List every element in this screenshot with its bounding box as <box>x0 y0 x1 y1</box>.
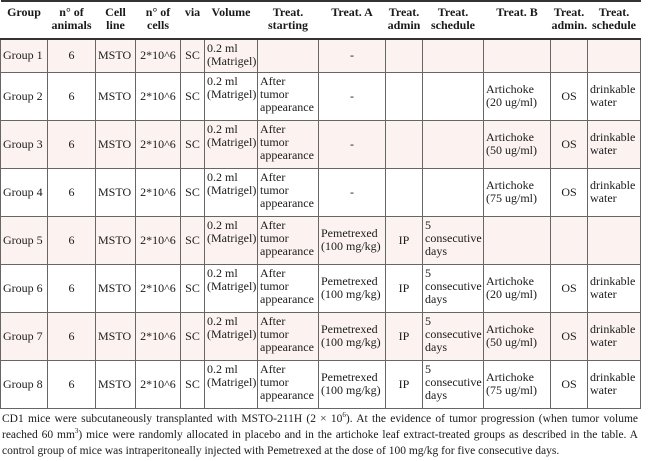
table-cell <box>48 264 96 312</box>
table-cell <box>258 312 319 360</box>
table-cell <box>136 360 181 408</box>
cell-line: IP <box>398 280 410 295</box>
column-header-line: starting <box>268 18 308 32</box>
cell-line: (100 mg/kg) <box>321 383 381 397</box>
cell-line: drinkable <box>590 130 636 144</box>
cell-line: MSTO <box>98 48 132 63</box>
table-cell <box>136 39 181 72</box>
table-cell <box>319 264 386 312</box>
table-cell <box>551 168 588 216</box>
cell-line: (20 ug/ml) <box>486 95 537 109</box>
cell-line: tumor <box>260 374 289 389</box>
cell-line: After <box>260 361 286 376</box>
cell-line: drinkable <box>590 274 636 288</box>
table-cell <box>386 39 423 72</box>
cell-line: MSTO <box>98 184 132 199</box>
column-header-line: Treat. B <box>496 5 538 19</box>
table-cell <box>48 72 96 120</box>
cell-line: 0.2 ml <box>207 361 238 376</box>
column-header-line: Treat. <box>553 5 585 19</box>
cell-line: 0.2 ml <box>207 41 238 55</box>
column-header <box>258 1 319 39</box>
caption-text-3: ) mice were randomly allocated in placebo and in the artichoke leaf extract-treated groups as described in the table. A control group of mice was intraperitoneally injected with Pemetrexed at the dose of 100 mg/kg for five consecutive days. <box>2 429 638 457</box>
table-cell <box>423 360 484 408</box>
table-cell <box>1 39 48 72</box>
cell-line: Pemetrexed <box>321 274 378 288</box>
table-cell <box>258 360 319 408</box>
table-cell <box>205 216 258 264</box>
column-header-line: n° of <box>145 5 171 19</box>
column-header <box>423 1 484 39</box>
cell-line: Artichoke <box>486 370 534 384</box>
cell-line: consecutive <box>425 326 482 341</box>
cell-line: MSTO <box>98 328 132 343</box>
caption-text-2: ). At the evidence of tumor progression (when tumor volume reached 60 mm <box>2 413 638 441</box>
cell-line: OS <box>561 280 577 295</box>
cell-line: MSTO <box>98 88 132 103</box>
table-cell <box>205 120 258 168</box>
cell-line: tumor <box>260 182 289 197</box>
caption-superscript-1: 6 <box>342 411 346 420</box>
cell-line: 6 <box>68 328 75 343</box>
cell-line: Artichoke <box>486 82 534 96</box>
table-cell <box>258 72 319 120</box>
cell-line: (Matrigel) <box>207 182 257 197</box>
cell-line: SC <box>185 136 200 151</box>
table-cell <box>96 312 136 360</box>
table-cell <box>136 72 181 120</box>
cell-line: drinkable <box>590 370 636 384</box>
table-cell <box>423 216 484 264</box>
table-cell <box>386 360 423 408</box>
table-cell <box>588 264 641 312</box>
table-cell <box>136 216 181 264</box>
cell-line: MSTO <box>98 136 132 151</box>
cell-line: 2*10^6 <box>140 184 176 199</box>
cell-line: Artichoke <box>486 130 534 144</box>
cell-line: SC <box>185 48 200 63</box>
cell-line: Group 3 <box>3 136 43 151</box>
table-cell <box>181 312 205 360</box>
table-row <box>1 312 641 360</box>
cell-line: tumor <box>260 86 289 101</box>
cell-line: water <box>590 287 617 301</box>
table-cell <box>588 72 641 120</box>
cell-line: Pemetrexed <box>321 370 378 384</box>
caption-text-1: CD1 mice were subcutaneously transplanted with MSTO-211H (2 × 10 <box>2 413 343 425</box>
cell-line: (100 mg/kg) <box>321 287 381 301</box>
table-cell <box>551 120 588 168</box>
column-header-line: Treat. <box>388 5 420 19</box>
table-cell <box>588 120 641 168</box>
cell-line: 6 <box>68 280 75 295</box>
cell-line: consecutive <box>425 278 482 293</box>
table-cell <box>484 72 551 120</box>
cell-line: SC <box>185 328 200 343</box>
cell-line: OS <box>561 184 577 199</box>
table-cell <box>48 120 96 168</box>
cell-line: (Matrigel) <box>207 326 257 341</box>
table-cell <box>386 120 423 168</box>
cell-line: 6 <box>68 88 75 103</box>
table-cell <box>386 312 423 360</box>
table-caption <box>2 411 638 459</box>
cell-line: SC <box>185 280 200 295</box>
table-cell <box>258 168 319 216</box>
cell-line: 0.2 ml <box>207 313 238 328</box>
cell-line: After <box>260 169 286 184</box>
table-cell <box>1 360 48 408</box>
table-cell <box>136 312 181 360</box>
table-cell <box>205 39 258 72</box>
table-cell <box>484 120 551 168</box>
cell-line: IP <box>398 328 410 343</box>
cell-line: Artichoke <box>486 322 534 336</box>
column-header <box>588 1 641 39</box>
cell-line: MSTO <box>98 376 132 391</box>
table-row <box>1 216 641 264</box>
cell-line: After <box>260 73 286 88</box>
column-header <box>1 1 48 39</box>
cell-line: (Matrigel) <box>207 230 257 245</box>
table-cell <box>319 216 386 264</box>
cell-line: appearance <box>260 147 314 162</box>
cell-line: OS <box>561 376 577 391</box>
cell-line: 6 <box>68 376 75 391</box>
cell-line: 0.2 ml <box>207 217 238 232</box>
cell-line: (75 ug/ml) <box>486 383 537 397</box>
cell-line: MSTO <box>98 232 132 247</box>
cell-line: 6 <box>68 48 75 63</box>
cell-line: water <box>590 143 617 157</box>
column-header-line: n° of <box>59 5 84 19</box>
column-header <box>484 1 551 39</box>
cell-line: appearance <box>260 195 314 210</box>
table-cell <box>484 360 551 408</box>
column-header <box>136 1 181 39</box>
table-cell <box>551 216 588 264</box>
cell-line: tumor <box>260 134 289 149</box>
table-cell <box>551 39 588 72</box>
table-cell <box>319 168 386 216</box>
column-header <box>96 1 136 39</box>
cell-line: appearance <box>260 291 314 306</box>
column-header-line: line <box>106 18 125 32</box>
table-cell <box>1 216 48 264</box>
column-header-line: via <box>184 5 201 19</box>
table-cell <box>181 168 205 216</box>
cell-line: 0.2 ml <box>207 265 238 280</box>
cell-line: Group 2 <box>3 88 43 103</box>
table-cell <box>1 168 48 216</box>
table-cell <box>48 360 96 408</box>
cell-line: (Matrigel) <box>207 54 257 68</box>
column-header-line: animals <box>51 18 92 32</box>
cell-line: tumor <box>260 278 289 293</box>
table-cell <box>386 168 423 216</box>
cell-line: 2*10^6 <box>140 136 176 151</box>
table-cell <box>181 39 205 72</box>
cell-line: tumor <box>260 230 289 245</box>
cell-line: After <box>260 217 286 232</box>
column-header-line: Group <box>7 5 41 19</box>
cell-line: Artichoke <box>486 178 534 192</box>
table-cell <box>258 39 319 72</box>
cell-line: Pemetrexed <box>321 226 378 240</box>
cell-line: days <box>425 291 447 306</box>
cell-line: 6 <box>68 232 75 247</box>
column-header <box>386 1 423 39</box>
cell-line: 0.2 ml <box>207 121 238 136</box>
table-cell <box>423 39 484 72</box>
table-cell <box>319 120 386 168</box>
table-cell <box>484 264 551 312</box>
cell-line: 2*10^6 <box>140 232 176 247</box>
cell-line: - <box>350 184 354 199</box>
cell-line: 6 <box>68 184 75 199</box>
table-cell <box>205 72 258 120</box>
cell-line: OS <box>561 136 577 151</box>
cell-line: drinkable <box>590 178 636 192</box>
cell-line: (50 ug/ml) <box>486 335 537 349</box>
column-header <box>48 1 96 39</box>
cell-line: SC <box>185 88 200 103</box>
cell-line: OS <box>561 88 577 103</box>
cell-line: Pemetrexed <box>321 322 378 336</box>
table-cell <box>181 264 205 312</box>
table-row <box>1 72 641 120</box>
column-header-line: schedule <box>591 18 636 32</box>
cell-line: - <box>350 48 354 63</box>
cell-line: After <box>260 265 286 280</box>
cell-line: IP <box>398 376 410 391</box>
cell-line: appearance <box>260 243 314 258</box>
column-header-line: Treat. <box>598 5 630 19</box>
cell-line: 5 <box>425 361 431 376</box>
table-cell <box>205 264 258 312</box>
table-cell <box>205 168 258 216</box>
cell-line: 2*10^6 <box>140 280 176 295</box>
cell-line: Group 7 <box>3 328 43 343</box>
cell-line: days <box>425 387 447 402</box>
table-cell <box>96 72 136 120</box>
table-cell <box>551 72 588 120</box>
cell-line: SC <box>185 376 200 391</box>
cell-line: appearance <box>260 99 314 114</box>
cell-line: days <box>425 243 447 258</box>
table-cell <box>588 360 641 408</box>
cell-line: appearance <box>260 339 314 354</box>
table-cell <box>484 39 551 72</box>
cell-line: 2*10^6 <box>140 48 176 63</box>
cell-line: (Matrigel) <box>207 374 257 389</box>
table-cell <box>423 264 484 312</box>
table-cell <box>181 120 205 168</box>
cell-line: 5 <box>425 313 431 328</box>
cell-line: 0.2 ml <box>207 169 238 184</box>
cell-line: days <box>425 339 447 354</box>
column-header <box>551 1 588 39</box>
table-cell <box>588 39 641 72</box>
cell-line: (Matrigel) <box>207 86 257 101</box>
cell-line: 2*10^6 <box>140 328 176 343</box>
cell-line: consecutive <box>425 230 482 245</box>
table-cell <box>319 39 386 72</box>
cell-line: 0.2 ml <box>207 73 238 88</box>
table-cell <box>1 120 48 168</box>
table-cell <box>181 216 205 264</box>
cell-line: (20 ug/ml) <box>486 287 537 301</box>
column-header-line: Treat. <box>437 5 469 19</box>
table-cell <box>386 264 423 312</box>
table-cell <box>96 168 136 216</box>
cell-line: IP <box>398 232 410 247</box>
table-cell <box>48 168 96 216</box>
table-cell <box>319 72 386 120</box>
cell-line: (75 ug/ml) <box>486 191 537 205</box>
table-cell <box>48 312 96 360</box>
table-cell <box>588 312 641 360</box>
table-cell <box>48 39 96 72</box>
cell-line: (50 ug/ml) <box>486 143 537 157</box>
cell-line: water <box>590 191 617 205</box>
table-cell <box>1 264 48 312</box>
table-row <box>1 120 641 168</box>
table-cell <box>136 168 181 216</box>
table-cell <box>258 216 319 264</box>
cell-line: 2*10^6 <box>140 88 176 103</box>
column-header <box>205 1 258 39</box>
table-cell <box>423 168 484 216</box>
column-header-line: admin <box>387 18 421 32</box>
cell-line: Artichoke <box>486 274 534 288</box>
table-cell <box>258 120 319 168</box>
cell-line: After <box>260 121 286 136</box>
table-cell <box>423 120 484 168</box>
table-cell <box>1 312 48 360</box>
cell-line: Group 8 <box>3 376 43 391</box>
table-cell <box>319 312 386 360</box>
table-cell <box>551 264 588 312</box>
table-cell <box>484 216 551 264</box>
cell-line: water <box>590 95 617 109</box>
table-cell <box>484 168 551 216</box>
table-row <box>1 360 641 408</box>
cell-line: appearance <box>260 387 314 402</box>
table-cell <box>319 360 386 408</box>
table-cell <box>423 312 484 360</box>
table-cell <box>205 360 258 408</box>
table-cell <box>181 360 205 408</box>
cell-line: 2*10^6 <box>140 376 176 391</box>
table-cell <box>136 264 181 312</box>
column-header-line: Treat. <box>272 5 304 19</box>
table-cell <box>588 168 641 216</box>
cell-line: MSTO <box>98 280 132 295</box>
column-header-line: Cell <box>105 5 126 19</box>
column-header-line: schedule <box>430 18 475 32</box>
table-cell <box>1 72 48 120</box>
cell-line: (100 mg/kg) <box>321 335 381 349</box>
cell-line: 6 <box>68 136 75 151</box>
table-cell <box>484 312 551 360</box>
cell-line: SC <box>185 232 200 247</box>
table-cell <box>96 120 136 168</box>
column-header-line: Volume <box>211 5 251 19</box>
table-cell <box>96 39 136 72</box>
table-cell <box>181 72 205 120</box>
table-cell <box>386 216 423 264</box>
table-cell <box>136 120 181 168</box>
cell-line: SC <box>185 184 200 199</box>
cell-line: drinkable <box>590 82 636 96</box>
table-row <box>1 168 641 216</box>
table-row <box>1 39 641 72</box>
cell-line: drinkable <box>590 322 636 336</box>
caption-superscript-2: 3 <box>74 427 79 436</box>
cell-line: (Matrigel) <box>207 134 257 149</box>
cell-line: Group 6 <box>3 280 43 295</box>
cell-line: Group 4 <box>3 184 43 199</box>
table-cell <box>551 360 588 408</box>
table-cell <box>96 360 136 408</box>
table-cell <box>551 312 588 360</box>
cell-line: consecutive <box>425 374 482 389</box>
column-header <box>319 1 386 39</box>
cell-line: - <box>350 88 354 103</box>
cell-line: OS <box>561 328 577 343</box>
table-cell <box>205 312 258 360</box>
table-body <box>1 39 641 408</box>
table-header-row <box>1 1 641 39</box>
cell-line: water <box>590 383 617 397</box>
table-cell <box>258 264 319 312</box>
table-cell <box>588 216 641 264</box>
column-header <box>181 1 205 39</box>
cell-line: Group 5 <box>3 232 43 247</box>
cell-line: (100 mg/kg) <box>321 239 381 253</box>
cell-line: 5 <box>425 265 431 280</box>
table-cell <box>48 216 96 264</box>
cell-line: tumor <box>260 326 289 341</box>
column-header-line: cells <box>147 18 169 32</box>
table-cell <box>96 264 136 312</box>
cell-line: Group 1 <box>3 48 43 63</box>
cell-line: After <box>260 313 286 328</box>
cell-line: (Matrigel) <box>207 278 257 293</box>
table-row <box>1 264 641 312</box>
cell-line: - <box>350 136 354 151</box>
table-cell <box>96 216 136 264</box>
cell-line: water <box>590 335 617 349</box>
column-header-line: Treat. A <box>331 5 373 19</box>
column-header-line: admin. <box>551 18 588 32</box>
table-cell <box>423 72 484 120</box>
cell-line: 5 <box>425 217 431 232</box>
table-cell <box>386 72 423 120</box>
